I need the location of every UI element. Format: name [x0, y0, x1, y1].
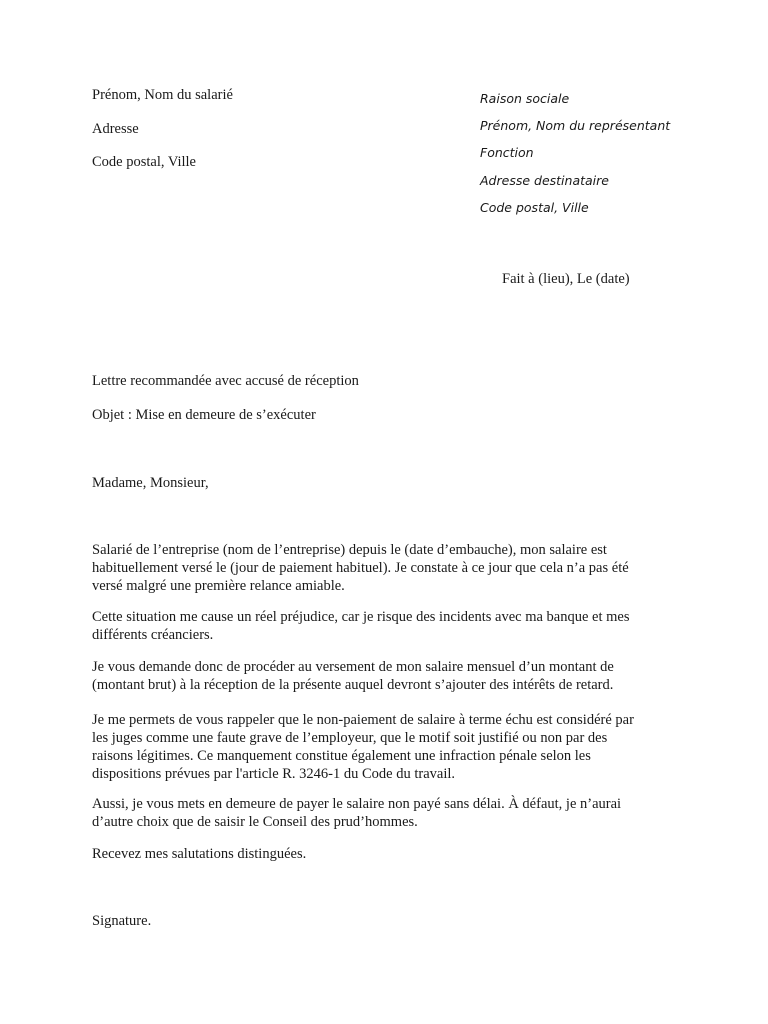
paragraph-line: Je me permets de vous rappeler que le non-paiement de salaire à terme échu est considéré par: [92, 712, 634, 728]
sender-name: Prénom, Nom du salarié: [92, 87, 233, 103]
recipient-representative: Prénom, Nom du représentant: [480, 118, 671, 133]
paragraph-line: différents créanciers.: [92, 627, 214, 643]
sender-city: Code postal, Ville: [92, 154, 196, 170]
paragraph-line: habituellement versé le (jour de paiement habituel). Je constate à ce jour que cela n’a pas été: [92, 560, 629, 576]
closing-formula: Recevez mes salutations distinguées.: [92, 846, 307, 862]
recipient-company: Raison sociale: [480, 91, 570, 106]
body-paragraph-1: [92, 541, 629, 595]
registered-mail-line: Lettre recommandée avec accusé de réception: [92, 373, 359, 389]
paragraph-line: les juges comme une faute grave de l’employeur, que le motif soit justifié ou non par des: [92, 730, 608, 746]
subject-line: Objet : Mise en demeure de s’exécuter: [92, 407, 316, 423]
paragraph-line: raisons légitimes. Ce manquement constitue également une infraction pénale selon les: [92, 748, 591, 764]
signature-line: Signature.: [92, 913, 152, 929]
paragraph-line: Cette situation me cause un réel préjudice, car je risque des incidents avec ma banque et mes: [92, 609, 630, 625]
recipient-role: Fonction: [480, 145, 534, 160]
body-paragraph-4: [92, 711, 634, 783]
paragraph-line: (montant brut) à la réception de la présente auquel devront s’ajouter des intérêts de retard.: [92, 677, 614, 693]
body-paragraph-3: [92, 658, 614, 694]
place-date: Fait à (lieu), Le (date): [502, 271, 630, 287]
paragraph-line: Aussi, je vous mets en demeure de payer le salaire non payé sans délai. À défaut, je n’aurai: [92, 796, 622, 812]
body-paragraph-5: [92, 795, 621, 831]
recipient-city: Code postal, Ville: [480, 200, 589, 215]
sender-address: Adresse: [92, 121, 139, 137]
paragraph-line: d’autre choix que de saisir le Conseil des prud’hommes.: [92, 814, 418, 830]
paragraph-line: versé malgré une première relance amiable.: [92, 578, 345, 594]
body-paragraph-2: [92, 608, 630, 644]
recipient-address: Adresse destinataire: [480, 173, 609, 188]
paragraph-line: Salarié de l’entreprise (nom de l’entreprise) depuis le (date d’embauche), mon salaire est: [92, 542, 607, 558]
paragraph-line: Je vous demande donc de procéder au versement de mon salaire mensuel d’un montant de: [92, 659, 614, 675]
paragraph-line: dispositions prévues par l'article R. 3246-1 du Code du travail.: [92, 766, 456, 782]
salutation: Madame, Monsieur,: [92, 475, 209, 491]
